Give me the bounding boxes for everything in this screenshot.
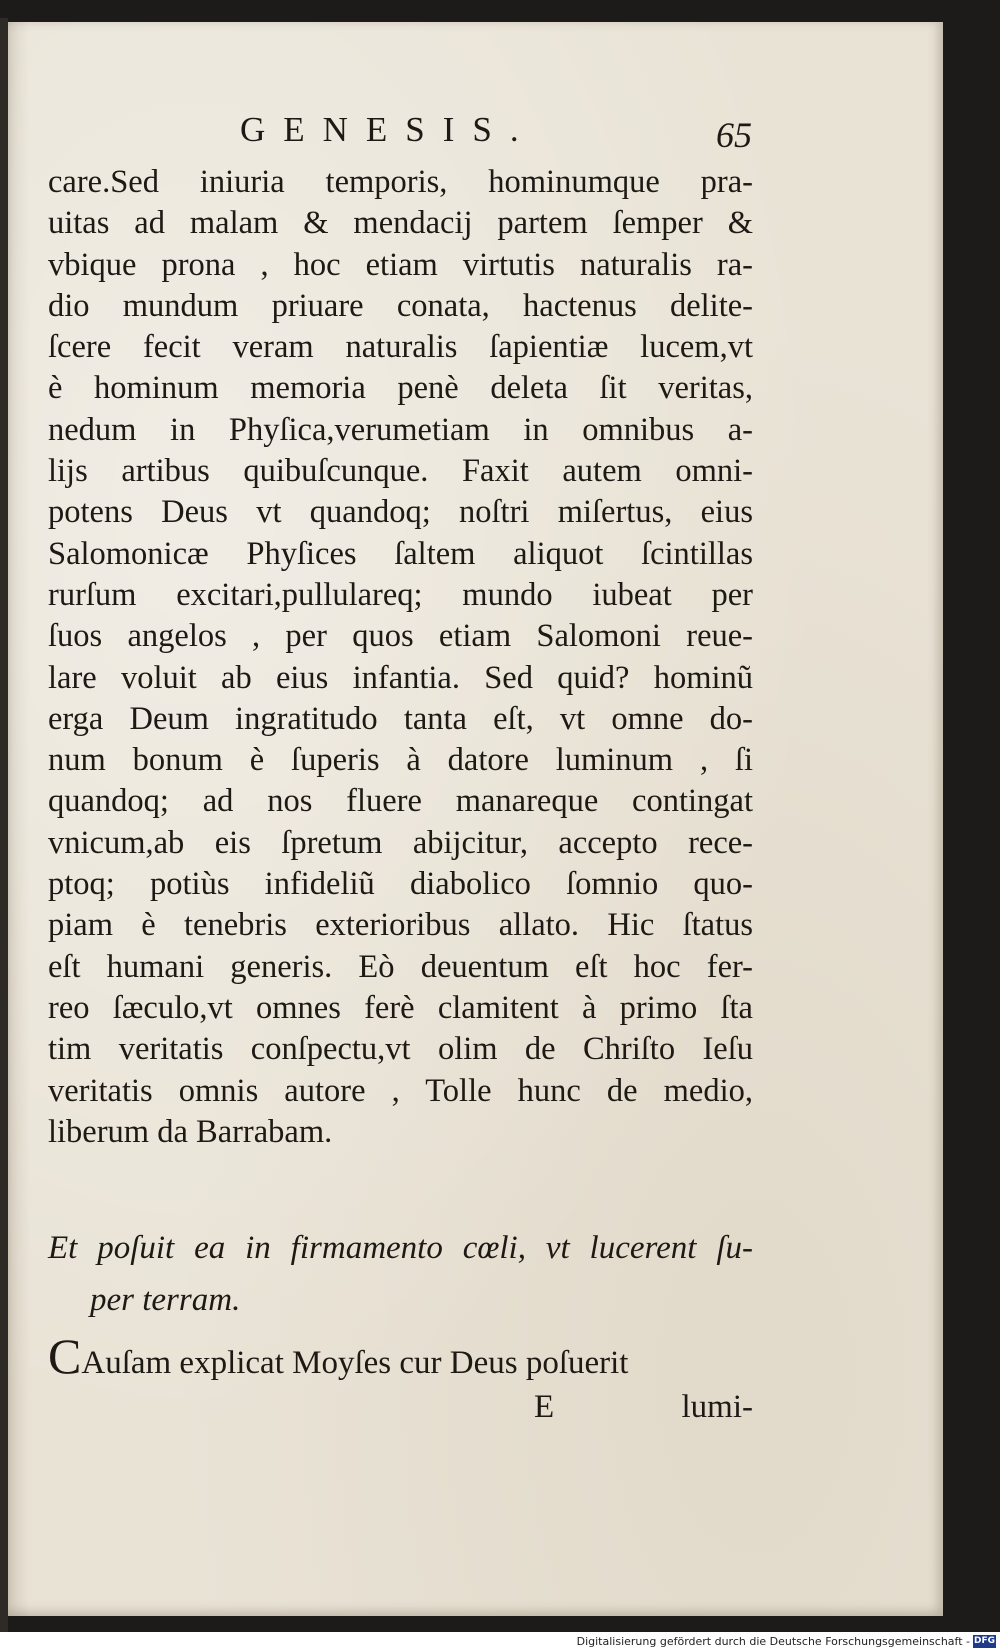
text-line: ſuos angelos , per quos etiam Salomoni reue- [48,618,753,655]
book-page [8,22,943,1616]
text-line: num bonum è ſuperis à datore luminum , ſi [48,742,753,779]
funding-credit: Digitalisierung gefördert durch die Deutsche Forschungsgemeinschaft - [576,1635,970,1648]
initial-letter: C [48,1328,82,1384]
verse-line: Et poſuit ea in firmamento cœli, vt lucerent ſu- [48,1230,753,1266]
book-edge [0,18,8,1638]
text-line: tim veritatis conſpectu,vt olim de Chriſto Ieſu [48,1031,753,1068]
text-line: quandoq; ad nos fluere manareque contingat [48,783,753,820]
text-line: lare voluit ab eius infantia. Sed quid? hominũ [48,659,753,696]
commentary-text: Auſam explicat Moyſes cur Deus poſuerit [81,1345,629,1381]
text-line: rurſum excitari,pullulareq; mundo iubeat per [48,576,753,613]
catchline [48,1385,753,1429]
text-line: è hominum memoria penè deleta ſit veritas, [48,370,753,407]
text-line: erga Deum ingratitudo tanta eſt, vt omne do- [48,700,753,737]
text-line: nedum in Phyſica,verumetiam in omnibus a- [48,411,753,448]
text-line: reo ſæculo,vt omnes ferè clamitent à primo ſta [48,989,753,1026]
text-line: vbique prona , hoc etiam virtutis naturalis ra- [48,246,753,283]
page-number: 65 [716,115,752,155]
digitization-footer [0,1632,1000,1652]
text-line: vnicum,ab eis ſpretum abijcitur, accepto rece- [48,824,753,861]
text-line: veritatis omnis autore , Tolle hunc de medio, [48,1072,753,1109]
text-line: lijs artibus quibuſcunque. Faxit autem omni- [48,453,753,490]
text-line: piam è tenebris exterioribus allato. Hic ſtatus [48,907,753,944]
text-line: liberum da Barrabam. [48,1113,333,1150]
text-line: uitas ad malam & mendacij partem ſemper & [48,205,753,242]
verse-line: per terram. [90,1282,241,1318]
text-line: ſcere fecit veram naturalis ſapientiæ lucem,vt [48,329,753,366]
text-line: eſt humani generis. Eò deuentum eſt hoc fer- [48,948,753,985]
body-text [48,162,753,1153]
dfg-logo: DFG [973,1636,995,1646]
commentary [48,1328,753,1429]
text-line: ptoq; potiùs infideliũ diabolico ſomnio quo- [48,866,753,903]
catchword: lumi- [681,1389,753,1425]
text-line: dio mundum priuare conata, hactenus delite- [48,287,753,324]
text-line: Salomonicæ Phyſices ſaltem aliquot ſcintillas [48,535,753,572]
running-title: GENESIS. [240,110,537,149]
commentary-line [48,1328,753,1385]
verse-quotation [48,1222,753,1326]
text-line: care.Sed iniuria temporis, hominumque pra- [48,164,753,200]
signature-mark: E [534,1389,555,1425]
text-line: potens Deus vt quandoq; noſtri miſertus, eius [48,494,753,531]
